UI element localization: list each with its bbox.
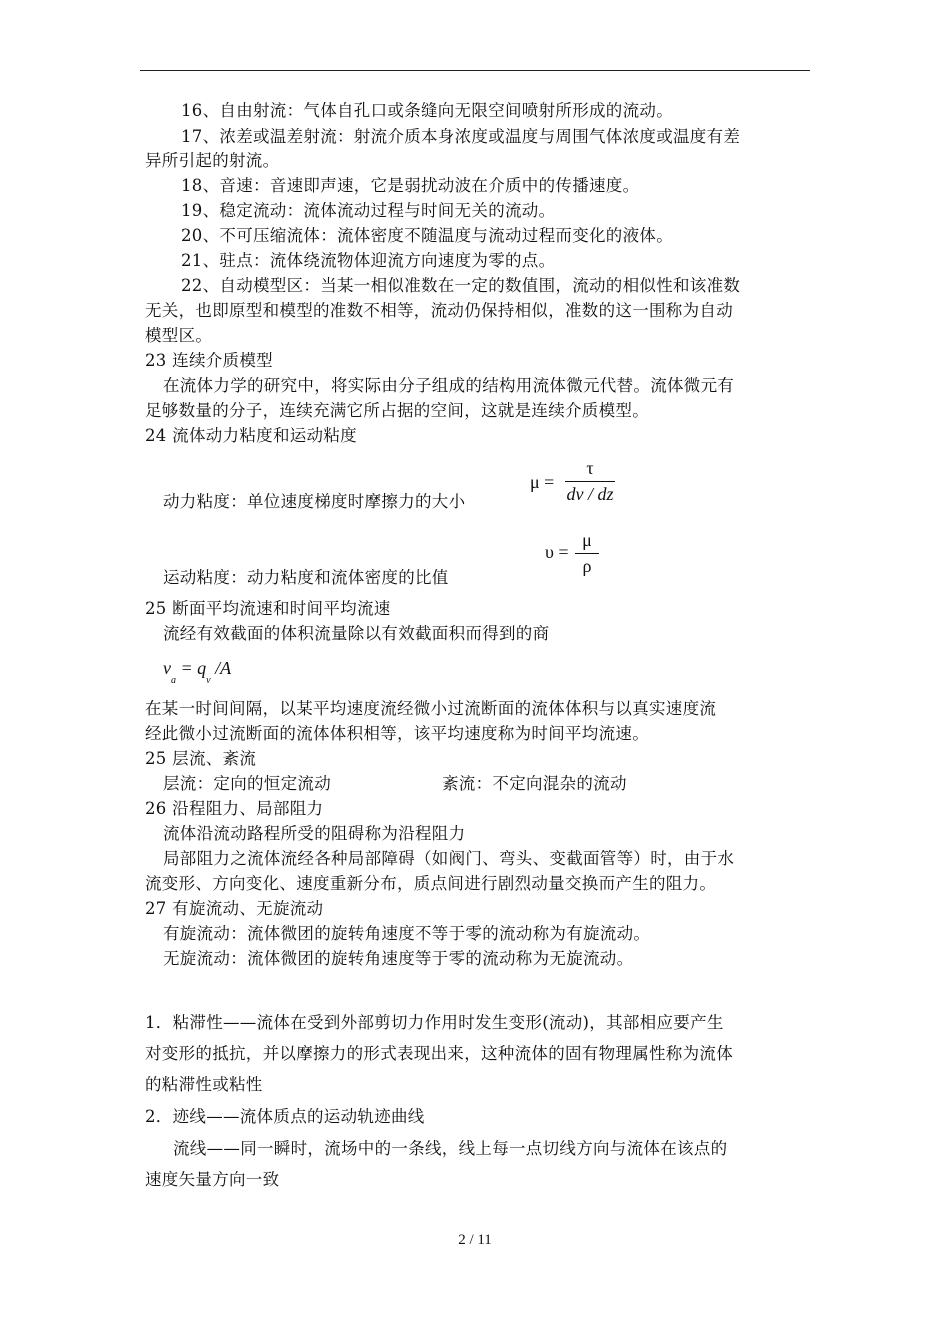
mean-velocity-formula <box>163 658 232 686</box>
mu-formula-lhs: μ = <box>530 472 555 492</box>
page-number: 2 / 11 <box>458 1232 492 1248</box>
dynamic-viscosity-text: 动力粘度：单位速度梯度时摩擦力的大小 <box>163 492 466 511</box>
nu-formula-fraction <box>575 530 599 577</box>
mu-numerator: τ <box>586 458 594 478</box>
rotational-flow-text: 有旋流动：流体微团的旋转角速度不等于零的流动称为有旋流动。 <box>163 924 651 943</box>
laminar-flow-text: 层流：定向的恒定流动 <box>163 774 331 793</box>
para-25-line3: 经此微小过流断面的流体体积相等，该平均速度称为时间平均流速。 <box>145 724 649 743</box>
para-25-line1: 流经有效截面的体积流量除以有效截面积而得到的商 <box>163 624 550 643</box>
mu-denominator: dv / dz <box>566 484 614 504</box>
va-subscript: a <box>171 675 176 686</box>
para-25-line2: 在某一时间间隔，以某平均速度流经微小过流断面的流体体积与以真实速度流 <box>145 699 717 718</box>
item-22-line1: 22、自动模型区：当某一相似准数在一定的数值围，流动的相似性和该准数 <box>181 276 741 295</box>
note-1-line1: 1．粘滞性——流体在受到外部剪切力作用时发生变形(流动)，其部相应要产生 <box>145 1013 724 1032</box>
nu-denominator: ρ <box>582 556 592 576</box>
para-23-line2: 足够数量的分子，连续充满它所占据的空间，这就是连续介质模型。 <box>145 401 649 420</box>
para-23-line1: 在流体力学的研究中，将实际由分子组成的结构用流体微元代替。流体微元有 <box>163 376 735 395</box>
nu-formula-lhs: υ = <box>545 542 569 562</box>
item-21: 21、驻点：流体绕流物体迎流方向速度为零的点。 <box>181 251 556 270</box>
heading-27: 27 有旋流动、无旋流动 <box>145 899 324 918</box>
item-20: 20、不可压缩流体：流体密度不随温度与流动过程而变化的液体。 <box>181 226 673 245</box>
va-symbol: v <box>163 658 171 678</box>
heading-26: 26 沿程阻力、局部阻力 <box>145 799 324 818</box>
item-22-line2: 无关，也即原型和模型的准数不相等，流动仍保持相似，准数的这一围称为自动 <box>145 301 733 320</box>
va-over-area: /A <box>215 658 232 678</box>
note-2-line1: 2．迹线——流体质点的运动轨迹曲线 <box>145 1107 425 1126</box>
irrotational-flow-text: 无旋流动：流体微团的旋转角速度等于零的流动称为无旋流动。 <box>163 949 634 968</box>
heading-23: 23 连续介质模型 <box>145 351 273 370</box>
note-1-line2: 对变形的抵抗，并以摩擦力的形式表现出来，这种流体的固有物理属性称为流体 <box>145 1044 733 1063</box>
item-17-line2: 异所引起的射流。 <box>145 151 280 170</box>
heading-25: 25 断面平均流速和时间平均流速 <box>145 599 391 618</box>
para-26-line2: 局部阻力之流体流经各种局部障碍（如阀门、弯头、变截面管等）时，由于水 <box>163 849 735 868</box>
mu-formula-fraction <box>565 458 615 505</box>
note-2-line2: 流线——同一瞬时，流场中的一条线，线上每一点切线方向与流体在该点的 <box>173 1139 728 1158</box>
note-2-line3: 速度矢量方向一致 <box>145 1170 280 1189</box>
note-1-line3: 的粘滞性或粘性 <box>145 1075 263 1094</box>
heading-25b: 25 层流、紊流 <box>145 749 257 768</box>
item-19: 19、稳定流动：流体流动过程与时间无关的流动。 <box>181 201 556 220</box>
turbulent-flow-text: 紊流：不定向混杂的流动 <box>442 774 627 793</box>
para-26-line1: 流体沿流动路程所受的阻碍称为沿程阻力 <box>163 824 466 843</box>
item-18: 18、音速：音速即声速，它是弱扰动波在介质中的传播速度。 <box>181 176 640 195</box>
nu-numerator: μ <box>582 530 592 550</box>
qv-subscript: v <box>206 675 211 686</box>
heading-24: 24 流体动力粘度和运动粘度 <box>145 426 357 445</box>
item-22-line3: 模型区。 <box>145 326 213 345</box>
kinematic-viscosity-text: 运动粘度：动力粘度和流体密度的比值 <box>163 568 449 587</box>
va-equals-q: = q <box>180 658 207 678</box>
header-rule <box>140 70 810 71</box>
para-26-line3: 流变形、方向变化、速度重新分布，质点间进行剧烈动量交换而产生的阻力。 <box>145 874 717 893</box>
item-17-line1: 17、浓差或温差射流：射流介质本身浓度或温度与周围气体浓度或温度有差 <box>181 127 741 146</box>
item-16: 16、自由射流：气体自孔口或条缝向无限空间喷射所形成的流动。 <box>181 101 673 120</box>
